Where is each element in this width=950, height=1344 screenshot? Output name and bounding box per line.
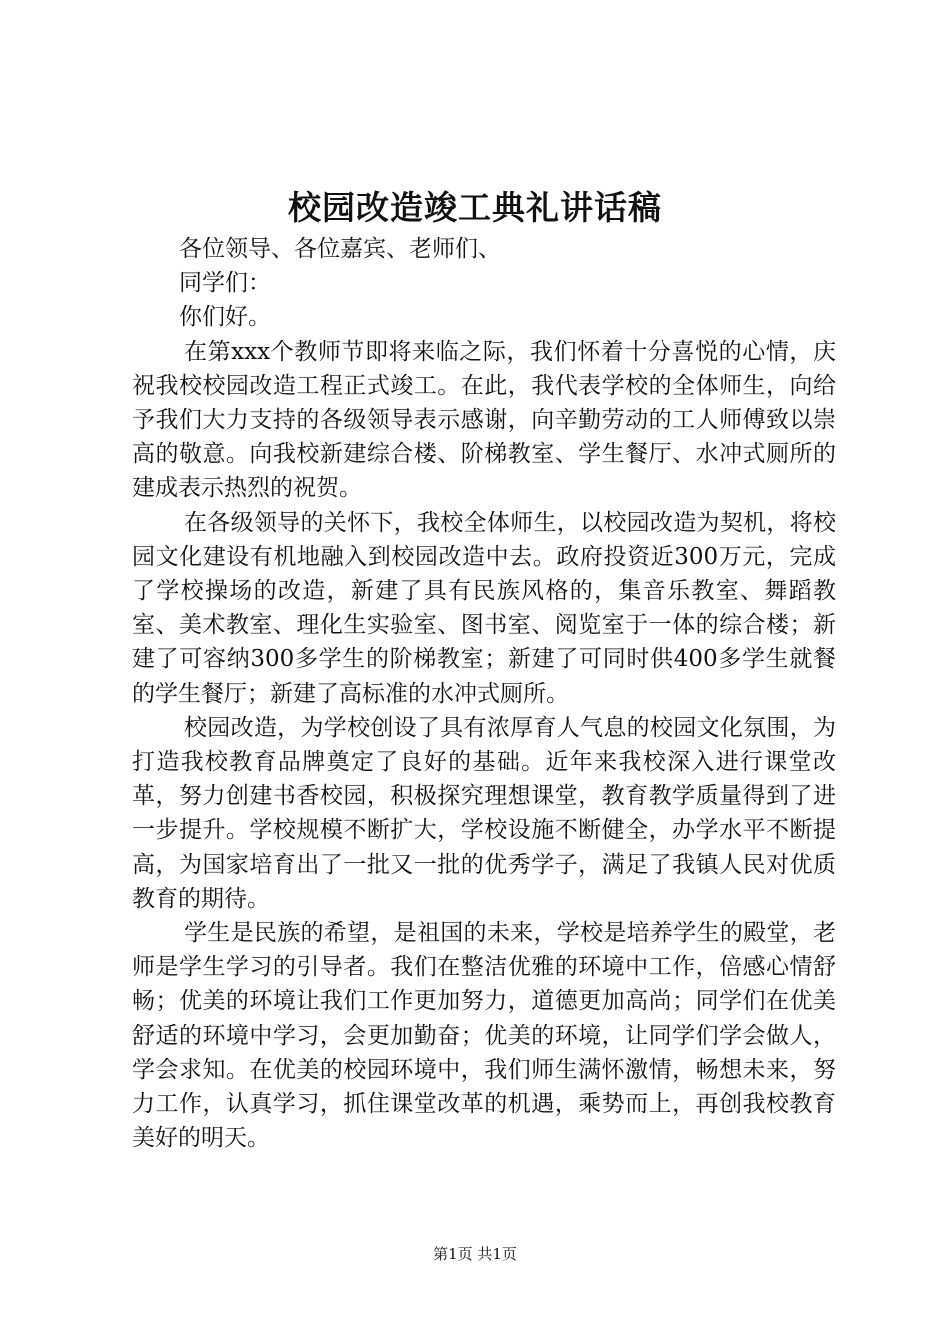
salutation-line: 各位领导、各位嘉宾、老师们、 bbox=[179, 236, 501, 262]
document-title: 校园改造竣工典礼讲话稿 bbox=[288, 188, 662, 227]
paragraph: 在第xxx个教师节即将来临之际，我们怀着十分喜悦的心情，庆祝我校校园改造工程正式竣工。在此，我代表学校的全体师生，向给予我们大力支持的各级领导表示感谢，向辛勤劳动的工人师傅致以崇高的敬意。向我校新建综合楼、阶梯教室、学生餐厅、水冲式厕所的建成表示热烈的祝贺。 bbox=[132, 338, 836, 502]
paragraph: 学生是民族的希望，是祖国的未来，学校是培养学生的殿堂，老师是学生学习的引导者。我们在整洁优雅的环境中工作，倍感心情舒畅；优美的环境让我们工作更加努力，道德更加高尚；同学们在优美舒适的环境中学习，会更加勤奋；优美的环境，让同学们学会做人，学会求知。在优美的校园环境中，我们师生满怀激情，畅想未来，努力工作，认真学习，抓住课堂改革的机遇，乘势而上，再创我校教育美好的明天。 bbox=[132, 920, 836, 1152]
paragraph: 在各级领导的关怀下，我校全体师生，以校园改造为契机，将校园文化建设有机地融入到校园改造中去。政府投资近300万元，完成了学校操场的改造，新建了具有民族风格的，集音乐教室、舞蹈教室、美术教室、理化生实验室、图书室、阅览室于一体的综合楼；新建了可容纳300多学生的阶梯教室；新建了可同时供400多学生就餐的学生餐厅；新建了高标准的水冲式厕所。 bbox=[132, 509, 836, 707]
salutation-line: 同学们： bbox=[179, 270, 271, 297]
paragraph: 校园改造，为学校创设了具有浓厚育人气息的校园文化氛围，为打造我校教育品牌奠定了良好的基础。近年来我校深入进行课堂改革，努力创建书香校园，积极探究理想课堂，教育教学质量得到了进一步提升。学校规模不断扩大，学校设施不断健全，办学水平不断提高，为国家培育出了一批又一批的优秀学子，满足了我镇人民对优质教育的期待。 bbox=[132, 714, 836, 912]
document-body bbox=[132, 232, 836, 1155]
page-number-footer: 第1页 共1页 bbox=[433, 1245, 517, 1263]
greeting-line: 你们好。 bbox=[179, 304, 271, 331]
